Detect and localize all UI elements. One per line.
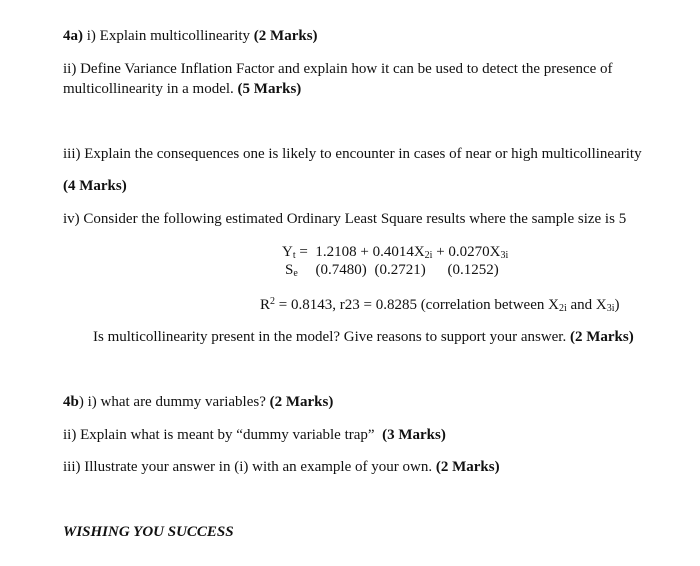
question-4b-ii bbox=[63, 427, 446, 444]
question-text: Is multicollinearity present in the model? Give reasons to support your answer. bbox=[93, 329, 567, 345]
fit-statistics bbox=[260, 297, 620, 313]
question-text: iii) Illustrate your answer in (i) with an example of your own. bbox=[63, 459, 433, 475]
x2-subscript: 2i bbox=[424, 250, 433, 261]
r-squared-superscript: 2 bbox=[270, 296, 276, 307]
question-4a-ii-line1 bbox=[63, 61, 613, 78]
question-text: ii) Explain what is meant by “dummy variable trap” bbox=[63, 427, 375, 443]
marks: (2 Marks) bbox=[253, 28, 318, 44]
question-4a-ii-line2 bbox=[63, 81, 301, 98]
r-squared-symbol: R bbox=[260, 297, 271, 313]
correlation-text: r23 = 0.8285 (correlation between X bbox=[339, 297, 559, 313]
y-symbol: Y bbox=[282, 244, 293, 260]
marks: (5 Marks) bbox=[237, 81, 302, 97]
y-subscript: t bbox=[292, 250, 296, 261]
marks: (2 Marks) bbox=[435, 459, 500, 475]
question-4b-i bbox=[63, 394, 333, 411]
question-4a-iv bbox=[63, 211, 626, 228]
se-x2: (0.2721) bbox=[374, 262, 426, 278]
intercept: 1.2108 bbox=[315, 244, 357, 260]
coefficient-x3: 0.0270X bbox=[448, 244, 501, 260]
r-squared-value: = 0.8143, bbox=[278, 297, 336, 313]
question-4a-iii-marks bbox=[63, 178, 127, 195]
question-4a-iii bbox=[63, 146, 642, 163]
question-4b-iii bbox=[63, 459, 500, 476]
question-label: 4a) bbox=[63, 28, 83, 44]
standard-errors bbox=[285, 262, 499, 278]
marks: (2 Marks) bbox=[269, 394, 334, 410]
closing-message: WISHING YOU SUCCESS bbox=[63, 524, 234, 540]
se-intercept: (0.7480) bbox=[315, 262, 367, 278]
x2-subscript: 2i bbox=[558, 303, 567, 314]
plus-sign: + bbox=[436, 244, 445, 260]
marks: (4 Marks) bbox=[63, 178, 127, 194]
question-text: iv) Consider the following estimated Ordinary Least Square results where the sample size is 5 bbox=[63, 211, 627, 227]
se-x3: (0.1252) bbox=[447, 262, 499, 278]
question-text: ) i) what are dummy variables? bbox=[78, 394, 266, 410]
question-4a-iv-prompt bbox=[93, 329, 634, 346]
equals-sign: = bbox=[299, 244, 308, 260]
question-text: i) Explain multicollinearity bbox=[86, 28, 251, 44]
x3-subscript: 3i bbox=[500, 250, 509, 261]
question-4a-i bbox=[63, 28, 318, 45]
coefficient-x2: 0.4014X bbox=[372, 244, 425, 260]
and-text: and X bbox=[566, 297, 607, 313]
se-subscript: e bbox=[293, 268, 298, 279]
close-paren: ) bbox=[614, 297, 620, 313]
question-text: iii) Explain the consequences one is likely to encounter in cases of near or high multicollinearity bbox=[63, 146, 642, 162]
marks: (2 Marks) bbox=[569, 329, 634, 345]
plus-sign: + bbox=[360, 244, 369, 260]
question-label: 4b bbox=[63, 394, 79, 410]
question-text: ii) Define Variance Inflation Factor and explain how it can be used to detect the presence of bbox=[63, 61, 613, 77]
x3-subscript: 3i bbox=[606, 303, 615, 314]
marks: (3 Marks) bbox=[382, 427, 446, 443]
regression-equation bbox=[282, 244, 508, 260]
se-symbol: S bbox=[285, 262, 294, 278]
question-text: multicollinearity in a model. bbox=[63, 81, 234, 97]
